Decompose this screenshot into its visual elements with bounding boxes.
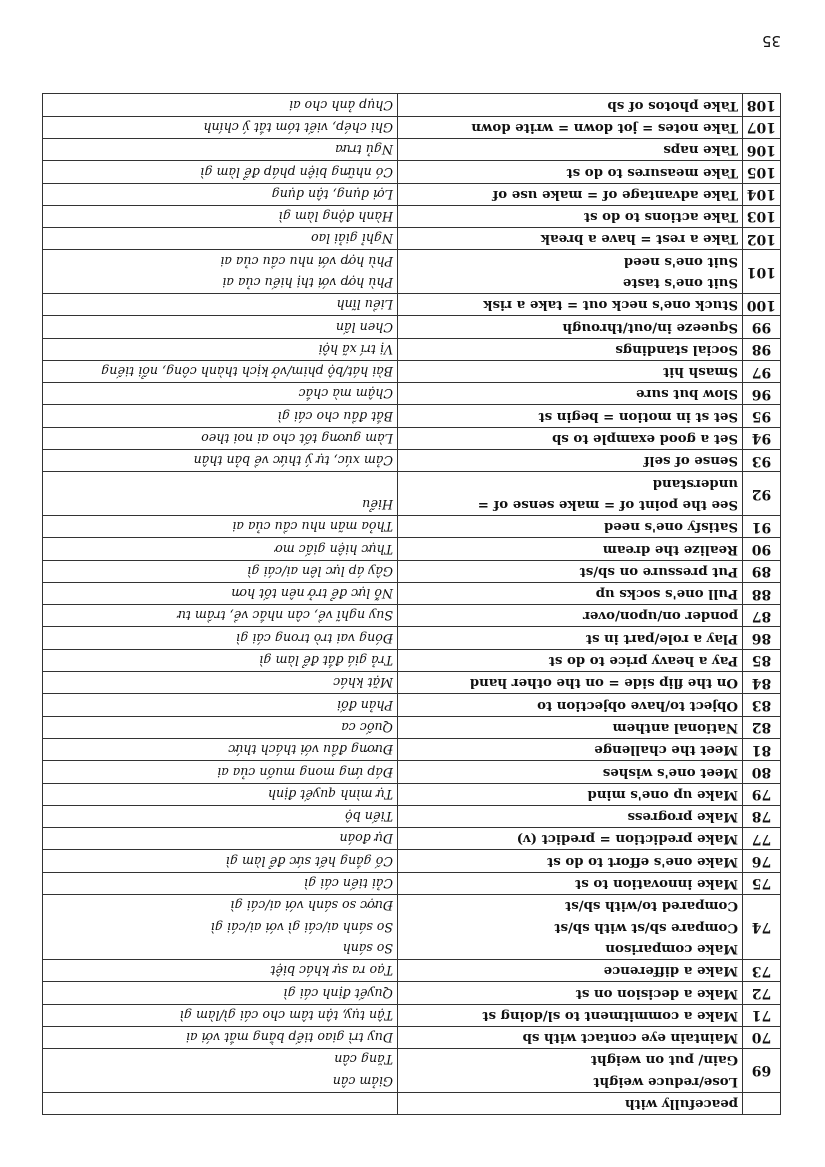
meaning-cell <box>43 138 398 160</box>
row-number: 86 <box>743 627 781 649</box>
table-row <box>43 1049 781 1093</box>
row-number: 89 <box>743 560 781 582</box>
phrase-cell <box>398 959 743 981</box>
meaning-text: Quyết định cái gì <box>283 985 393 1001</box>
meaning-text: Tạo ra sự khác biệt <box>270 963 393 979</box>
table-row <box>43 294 781 316</box>
meaning-cell <box>43 982 398 1004</box>
phrase-cell <box>398 183 743 205</box>
phrase-text: Set a good example to sb <box>552 431 738 447</box>
row-number: 77 <box>743 828 781 850</box>
phrase-text: Meet the challenge <box>594 742 738 758</box>
meaning-text: Cố gắng hết sức để làm gì <box>225 853 393 869</box>
meaning-text: Được so sánh với ai/cái gì <box>230 898 393 914</box>
meaning-text: Lợi dụng, tận dụng <box>271 186 393 202</box>
meaning-cell <box>43 161 398 183</box>
meaning-text: Hiểu <box>362 496 393 512</box>
meaning-cell <box>43 116 398 138</box>
meaning-cell <box>43 205 398 227</box>
phrase-text: Social standings <box>615 341 738 357</box>
table-row <box>43 694 781 716</box>
meaning-cell <box>43 338 398 360</box>
meaning-cell <box>43 649 398 671</box>
phrase-text: Take naps <box>663 142 738 158</box>
phrase-cell <box>398 1004 743 1026</box>
phrase-text: Make up one's mind <box>587 786 738 802</box>
phrase-cell <box>398 828 743 850</box>
meaning-text: Đóng vai trò trong cái gì <box>236 630 393 646</box>
meaning-text: Trả giá đắt để làm gì <box>259 653 393 669</box>
meaning-cell <box>43 316 398 338</box>
phrase-text: understand <box>652 475 738 491</box>
phrase-cell <box>398 515 743 537</box>
meaning-cell <box>43 1004 398 1026</box>
phrase-text: peacefully with <box>624 1096 738 1111</box>
meaning-cell <box>43 515 398 537</box>
phrase-text: National anthem <box>612 719 738 735</box>
meaning-cell <box>43 1049 398 1093</box>
phrase-cell <box>398 716 743 738</box>
row-number: 69 <box>743 1049 781 1093</box>
meaning-text: Tận tụy, tận tâm cho cái gì/làm gì <box>179 1007 393 1023</box>
meaning-text: Phù hợp với thị hiếu của ai <box>222 275 393 291</box>
table-row <box>43 161 781 183</box>
table-row <box>43 450 781 472</box>
table-row <box>43 1092 781 1114</box>
meaning-text: Ghi chép, viết tóm tắt ý chính <box>203 119 393 135</box>
phrase-text: Take actions to do st <box>583 209 738 225</box>
meaning-cell <box>43 405 398 427</box>
meaning-text: Chụp ảnh cho ai <box>289 97 393 113</box>
phrase-cell <box>398 761 743 783</box>
meaning-cell <box>43 959 398 981</box>
phrase-cell <box>398 1092 743 1114</box>
meaning-cell <box>43 716 398 738</box>
row-number: 82 <box>743 716 781 738</box>
meaning-cell <box>43 694 398 716</box>
row-number: 76 <box>743 850 781 872</box>
table-row <box>43 560 781 582</box>
table-row <box>43 138 781 160</box>
table-row <box>43 405 781 427</box>
meaning-text: Hành động làm gì <box>278 209 393 225</box>
row-number: 90 <box>743 538 781 560</box>
phrase-text: Make one's effort to do st <box>547 853 738 869</box>
meaning-text: Làm gương tốt cho ai noi theo <box>201 431 393 447</box>
row-number: 106 <box>743 138 781 160</box>
row-number: 103 <box>743 205 781 227</box>
meaning-cell <box>43 250 398 294</box>
meaning-cell <box>43 472 398 516</box>
meaning-text: Thực hiện giấc mơ <box>275 541 393 557</box>
phrase-cell <box>398 895 743 960</box>
meaning-cell <box>43 895 398 960</box>
table-row <box>43 805 781 827</box>
table-row <box>43 582 781 604</box>
row-number: 107 <box>743 116 781 138</box>
phrase-cell <box>398 316 743 338</box>
meaning-text <box>47 472 393 493</box>
vocabulary-table <box>42 93 781 1115</box>
meaning-cell <box>43 738 398 760</box>
phrase-cell <box>398 672 743 694</box>
phrase-cell <box>398 383 743 405</box>
meaning-cell <box>43 228 398 250</box>
meaning-text: Thỏa mãn nhu cầu của ai <box>232 519 393 535</box>
phrase-text: Object to/have objection to <box>537 697 738 713</box>
table-row <box>43 427 781 449</box>
phrase-text: Lose/reduce weight <box>593 1073 738 1089</box>
phrase-cell <box>398 982 743 1004</box>
table-row <box>43 850 781 872</box>
row-number: 79 <box>743 783 781 805</box>
meaning-cell <box>43 1026 398 1048</box>
phrase-text: Compared to/with sb/st <box>565 898 738 914</box>
meaning-text: Dự đoán <box>339 831 393 847</box>
meaning-cell <box>43 294 398 316</box>
meaning-cell <box>43 1092 398 1114</box>
page-number: 35 <box>761 32 781 50</box>
table-row <box>43 383 781 405</box>
table-row <box>43 982 781 1004</box>
meaning-text: Tự mình quyết định <box>267 786 393 802</box>
row-number: 93 <box>743 450 781 472</box>
phrase-cell <box>398 294 743 316</box>
meaning-text: Quốc ca <box>341 719 393 735</box>
phrase-text: Satisfy one's need <box>603 519 738 535</box>
meaning-text: Nỗ lực để trở nên tốt hơn <box>231 586 393 602</box>
row-number: 85 <box>743 649 781 671</box>
phrase-cell <box>398 1026 743 1048</box>
meaning-cell <box>43 94 398 116</box>
meaning-text: Mặt khác <box>333 675 393 691</box>
phrase-cell <box>398 228 743 250</box>
row-number: 91 <box>743 515 781 537</box>
row-number: 71 <box>743 1004 781 1026</box>
table-row <box>43 472 781 516</box>
phrase-text: Take a rest = have a break <box>540 231 738 247</box>
phrase-cell <box>398 1049 743 1093</box>
meaning-text: Chậm mà chắc <box>298 386 393 402</box>
table-row <box>43 672 781 694</box>
table-row <box>43 316 781 338</box>
meaning-text: Cảm xúc, tự ý thức về bản thân <box>193 453 393 469</box>
meaning-cell <box>43 605 398 627</box>
meaning-cell <box>43 538 398 560</box>
phrase-cell <box>398 450 743 472</box>
phrase-cell <box>398 116 743 138</box>
table-row <box>43 250 781 294</box>
phrase-cell <box>398 582 743 604</box>
phrase-cell <box>398 694 743 716</box>
table-row <box>43 872 781 894</box>
meaning-cell <box>43 183 398 205</box>
meaning-cell <box>43 360 398 382</box>
meaning-text: Cải tiến cái gì <box>304 876 393 892</box>
phrase-text: Suit one's taste <box>622 275 738 291</box>
row-number: 72 <box>743 982 781 1004</box>
phrase-cell <box>398 649 743 671</box>
meaning-cell <box>43 450 398 472</box>
table-row <box>43 538 781 560</box>
phrase-text: Make a decision on st <box>575 985 738 1001</box>
phrase-text: Gain/ put on weight <box>590 1052 738 1068</box>
phrase-cell <box>398 472 743 516</box>
row-number: 105 <box>743 161 781 183</box>
table-row <box>43 895 781 960</box>
phrase-text: Meet one's wishes <box>602 764 738 780</box>
table-row <box>43 738 781 760</box>
phrase-text: Make a commitment to sl/doing st <box>482 1007 738 1023</box>
meaning-text: Bắt đầu cho cái gì <box>277 408 393 424</box>
meaning-cell <box>43 672 398 694</box>
phrase-cell <box>398 805 743 827</box>
row-number: 99 <box>743 316 781 338</box>
table-row <box>43 205 781 227</box>
row-number: 104 <box>743 183 781 205</box>
row-number: 80 <box>743 761 781 783</box>
meaning-cell <box>43 872 398 894</box>
phrase-text: Sense of self <box>643 453 738 469</box>
table-row <box>43 761 781 783</box>
table-row <box>43 94 781 116</box>
row-number: 101 <box>743 250 781 294</box>
phrase-text: Set st in motion = begin st <box>538 408 738 424</box>
phrase-cell <box>398 405 743 427</box>
phrase-text: Compare sb/st with sb/st <box>554 919 738 935</box>
meaning-cell <box>43 383 398 405</box>
meaning-cell <box>43 805 398 827</box>
table-row <box>43 183 781 205</box>
phrase-text: Stuck one's neck out = take a risk <box>483 297 738 313</box>
table-row <box>43 515 781 537</box>
meaning-text: Phản đối <box>336 697 393 713</box>
meaning-text <box>47 1093 393 1114</box>
phrase-text: ponder on/upon/over <box>582 608 738 624</box>
meaning-text: Phù hợp với nhu cầu của ai <box>220 253 393 269</box>
row-number: 87 <box>743 605 781 627</box>
phrase-cell <box>398 783 743 805</box>
table-row <box>43 959 781 981</box>
meaning-cell <box>43 850 398 872</box>
phrase-text: Make progress <box>627 809 738 825</box>
row-number: 78 <box>743 805 781 827</box>
meaning-text: Liều lĩnh <box>336 297 393 313</box>
meaning-cell <box>43 761 398 783</box>
phrase-text: Take photos of sb <box>607 97 738 113</box>
phrase-cell <box>398 738 743 760</box>
row-number: 75 <box>743 872 781 894</box>
phrase-text: Make a difference <box>603 963 738 979</box>
meaning-text: Suy nghĩ về, cân nhắc về, trầm tư <box>177 608 393 624</box>
meaning-text: Có những biện pháp để làm gì <box>200 164 393 180</box>
meaning-cell <box>43 627 398 649</box>
phrase-text: Pay a heavy price to do st <box>548 653 738 669</box>
table-row <box>43 1004 781 1026</box>
row-number: 108 <box>743 94 781 116</box>
table-row <box>43 1026 781 1048</box>
meaning-cell <box>43 783 398 805</box>
phrase-text: Make comparison <box>605 940 738 956</box>
row-number: 73 <box>743 959 781 981</box>
phrase-text: Slow but sure <box>636 386 738 402</box>
meaning-text: Giảm cân <box>332 1073 393 1089</box>
phrase-cell <box>398 427 743 449</box>
meaning-cell <box>43 427 398 449</box>
meaning-cell <box>43 560 398 582</box>
row-number: 96 <box>743 383 781 405</box>
row-number: 100 <box>743 294 781 316</box>
phrase-cell <box>398 161 743 183</box>
row-number: 98 <box>743 338 781 360</box>
phrase-text: Maintain eye contact with sb <box>522 1030 738 1046</box>
table-row <box>43 649 781 671</box>
meaning-text: So sánh ai/cái gì với ai/cái gì <box>210 919 393 935</box>
table-row <box>43 360 781 382</box>
table-row <box>43 116 781 138</box>
phrase-text: On the flip side = on the other hand <box>469 675 738 691</box>
phrase-cell <box>398 850 743 872</box>
row-number: 88 <box>743 582 781 604</box>
table-row <box>43 828 781 850</box>
row-number: 94 <box>743 427 781 449</box>
phrase-text: Smash hit <box>663 364 738 380</box>
table-row <box>43 605 781 627</box>
phrase-text: Take notes = jot down = write down <box>471 119 738 135</box>
phrase-text: Put pressure on sb/st <box>579 563 738 579</box>
meaning-text: Gây áp lực lên ai/cái gì <box>247 563 393 579</box>
meaning-text: Bài hát/bộ phim/vở kịch thành công, nổi tiếng <box>101 364 393 380</box>
meaning-cell <box>43 828 398 850</box>
meaning-text: Nghỉ giải lao <box>311 231 393 247</box>
row-number <box>743 1092 781 1114</box>
meaning-text: Đáp ứng mong muốn của ai <box>217 764 393 780</box>
row-number: 74 <box>743 895 781 960</box>
phrase-text: Realize the dream <box>602 541 738 557</box>
meaning-cell <box>43 582 398 604</box>
phrase-cell <box>398 538 743 560</box>
table-row <box>43 627 781 649</box>
phrase-text: Pull one's socks up <box>595 586 738 602</box>
phrase-cell <box>398 338 743 360</box>
row-number: 92 <box>743 472 781 516</box>
row-number: 83 <box>743 694 781 716</box>
phrase-cell <box>398 560 743 582</box>
phrase-cell <box>398 360 743 382</box>
phrase-cell <box>398 205 743 227</box>
table-row <box>43 783 781 805</box>
phrase-text: Take measures to do st <box>566 164 738 180</box>
meaning-text: Tăng cân <box>334 1052 393 1068</box>
phrase-text: Take advantage of = make use of <box>492 186 738 202</box>
table-row <box>43 228 781 250</box>
phrase-cell <box>398 627 743 649</box>
row-number: 84 <box>743 672 781 694</box>
meaning-text: Ngủ trưa <box>335 142 393 158</box>
table-row <box>43 338 781 360</box>
phrase-cell <box>398 138 743 160</box>
meaning-text: Tiến bộ <box>345 809 393 825</box>
row-number: 102 <box>743 228 781 250</box>
phrase-cell <box>398 94 743 116</box>
phrase-cell <box>398 872 743 894</box>
phrase-text: Make prediction = predict (v) <box>516 831 738 847</box>
phrase-text: Make innovation to st <box>575 876 738 892</box>
phrase-cell <box>398 250 743 294</box>
meaning-text: Duy trì giao tiếp bằng mắt với ai <box>185 1030 393 1046</box>
row-number: 70 <box>743 1026 781 1048</box>
phrase-text: Suit one's need <box>623 253 738 269</box>
meaning-text: Vị trí xã hội <box>318 341 393 357</box>
row-number: 81 <box>743 738 781 760</box>
row-number: 97 <box>743 360 781 382</box>
row-number: 95 <box>743 405 781 427</box>
meaning-text: Đương đầu với thách thức <box>228 742 393 758</box>
phrase-text: Squeeze in/out/through <box>562 319 738 335</box>
phrase-text: See the point of = make sense of = <box>477 496 738 512</box>
table-row <box>43 716 781 738</box>
phrase-text: Play a role/part in st <box>585 630 738 646</box>
meaning-text: Chen lấn <box>335 319 393 335</box>
meaning-text: So sánh <box>342 940 393 956</box>
phrase-cell <box>398 605 743 627</box>
